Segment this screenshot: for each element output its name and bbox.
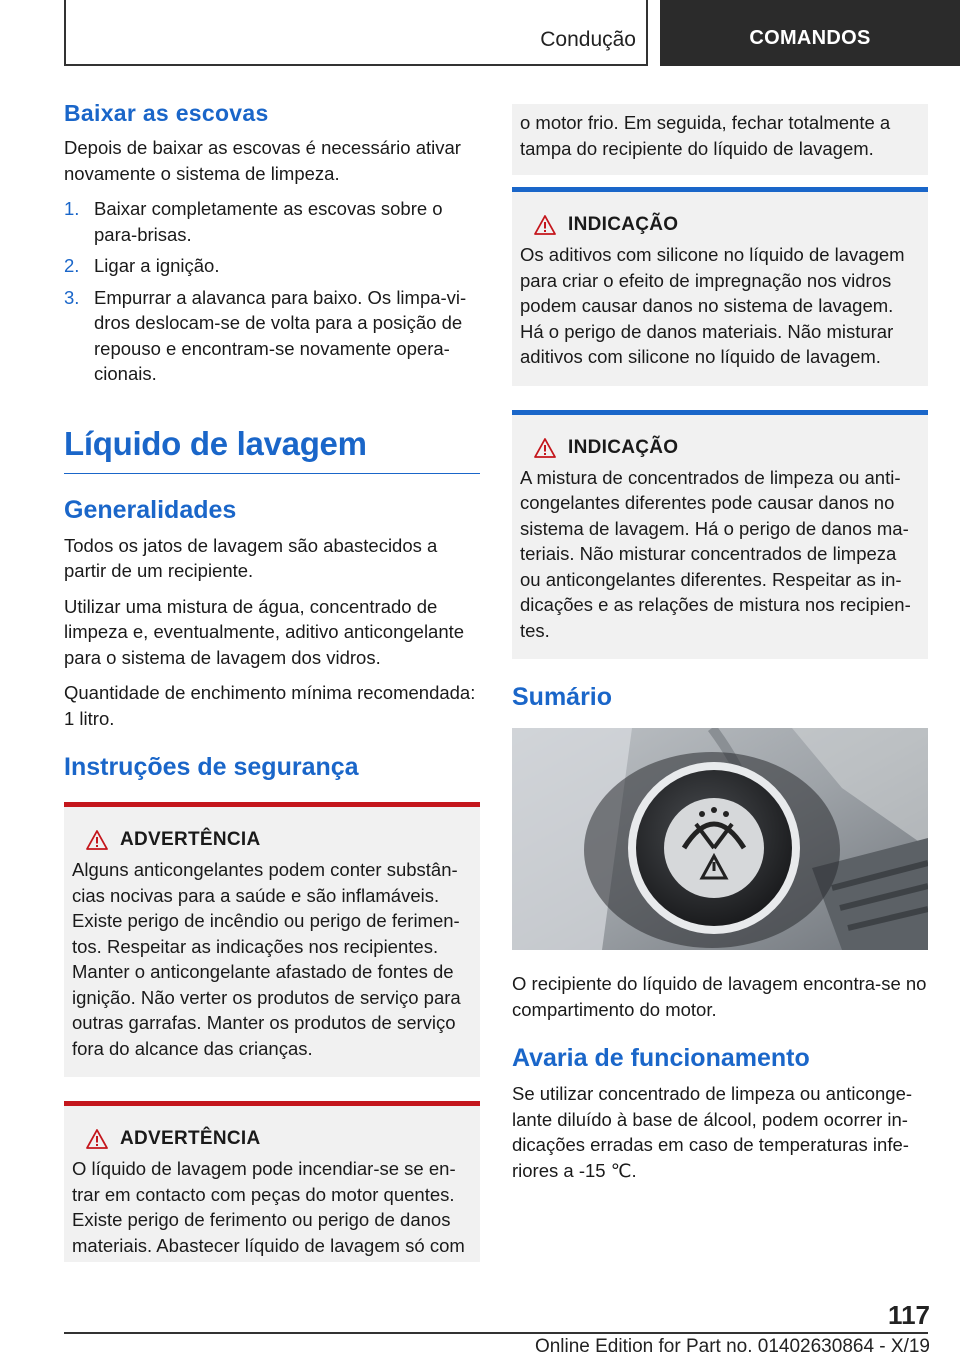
warning-triangle-icon: [534, 438, 556, 458]
general-paragraph-2: Utilizar uma mistura de água, concentrado de limpeza e, eventualmente, aditivo anticongelante para o sistema de lavagem dos vidros.: [64, 595, 465, 668]
page-number: 117: [888, 1300, 930, 1330]
warning-title: ADVERTÊNCIA: [120, 829, 261, 850]
warning-text: Alguns anticongelantes podem conter substâncias nocivas para a saúde e são inflamáveis. Existe perigo de incêndio ou perigo de ferimentos. Respeitar as indicações nos recipientes. Manter o anticongelante afastado de fontes de ignição. Não verter os produtos de serviço para outras garrafas. Manter os produtos de serviço fora do alcance das crianças.: [72, 859, 461, 1059]
edition-note: Online Edition for Part no. 01402630864 - X/19: [534, 1336, 930, 1357]
warning-triangle-icon: [534, 215, 556, 235]
malfunction-heading: Avaria de funcionamento: [512, 1044, 810, 1072]
warning-text: O líquido de lavagem pode incendiar-se se entrar em contacto com peças do motor quentes. Existe perigo de ferimento ou perigo de danos materiais. Abastecer líquido de lavagem só com: [72, 1158, 465, 1256]
header-frame-bottom: [64, 64, 648, 66]
footer-divider: [64, 1332, 928, 1334]
header-chapter-tab: COMANDOS: [660, 0, 960, 66]
note-box-1: [512, 187, 928, 386]
warning-box-2: [64, 1101, 480, 1262]
washer-reservoir-cap-photo: [512, 728, 928, 950]
lower-wipers-steps: [64, 196, 480, 387]
header-frame-separator: [646, 0, 648, 66]
malfunction-text: Se utilizar concentrado de limpeza ou anticongelante diluído à base de álcool, podem ocorrer indicações erradas em caso de temperaturas inferiores a -15 ℃.: [512, 1083, 913, 1181]
list-item: 3. Empurrar a alavanca para baixo. Os limpa-vidros deslocam-se de volta para a posição de repouso e encontram-se novamente operacionais.: [64, 286, 467, 384]
summary-heading: Sumário: [512, 683, 613, 711]
warning-triangle-icon: [86, 830, 108, 850]
warning-text-continued: o motor frio. Em seguida, fechar totalmente a tampa do recipiente do líquido de lavagem.: [520, 112, 891, 159]
list-item: 2. Ligar a ignição.: [64, 255, 220, 276]
header-section-label: Condução: [540, 28, 636, 51]
general-paragraph-1: Todos os jatos de lavagem são abastecidos a partir de um recipiente.: [64, 534, 438, 581]
general-heading: Generalidades: [64, 495, 237, 524]
note-text: Os aditivos com silicone no líquido de lavagem para criar o efeito de impregnação nos vidros podem causar danos no sistema de lavagem. Há o perigo de danos materiais. Não misturar aditivos com silicone no líquido de lavagem.: [520, 244, 905, 367]
safety-heading: Instruções de segurança: [64, 753, 359, 781]
note-text: A mistura de concentrados de limpeza ou anticongelantes diferentes pode causar danos no sistema de lavagem. Há o perigo de danos materiais. Não misturar concentrados de limpeza ou anticongelantes diferentes. Respeitar as indicações e as relações de mistura nos recipientes.: [520, 466, 911, 641]
note-box-2: [512, 410, 928, 660]
lower-wipers-heading: Baixar as escovas: [64, 100, 269, 126]
lower-wipers-intro: Depois de baixar as escovas é necessário ativar novamente o sistema de limpeza.: [64, 137, 461, 184]
washer-fluid-title: Líquido de lavagem: [64, 425, 480, 474]
warning-box-2-continued: [512, 104, 928, 175]
warning-triangle-icon: [86, 1129, 108, 1149]
warning-box-1: [64, 802, 480, 1077]
warning-title: ADVERTÊNCIA: [120, 1128, 261, 1149]
general-paragraph-3: Quantidade de enchimento mínima recomendada: 1 litro.: [64, 682, 476, 729]
summary-caption: O recipiente do líquido de lavagem encontra-se no compartimento do motor.: [512, 973, 927, 1020]
right-column: [512, 104, 928, 1193]
header-frame-left: [64, 0, 66, 66]
note-title: INDICAÇÃO: [568, 214, 679, 235]
list-item: 1. Baixar completamente as escovas sobre o para-brisas.: [64, 198, 443, 245]
left-column: [64, 100, 480, 1286]
note-title: INDICAÇÃO: [568, 436, 679, 458]
